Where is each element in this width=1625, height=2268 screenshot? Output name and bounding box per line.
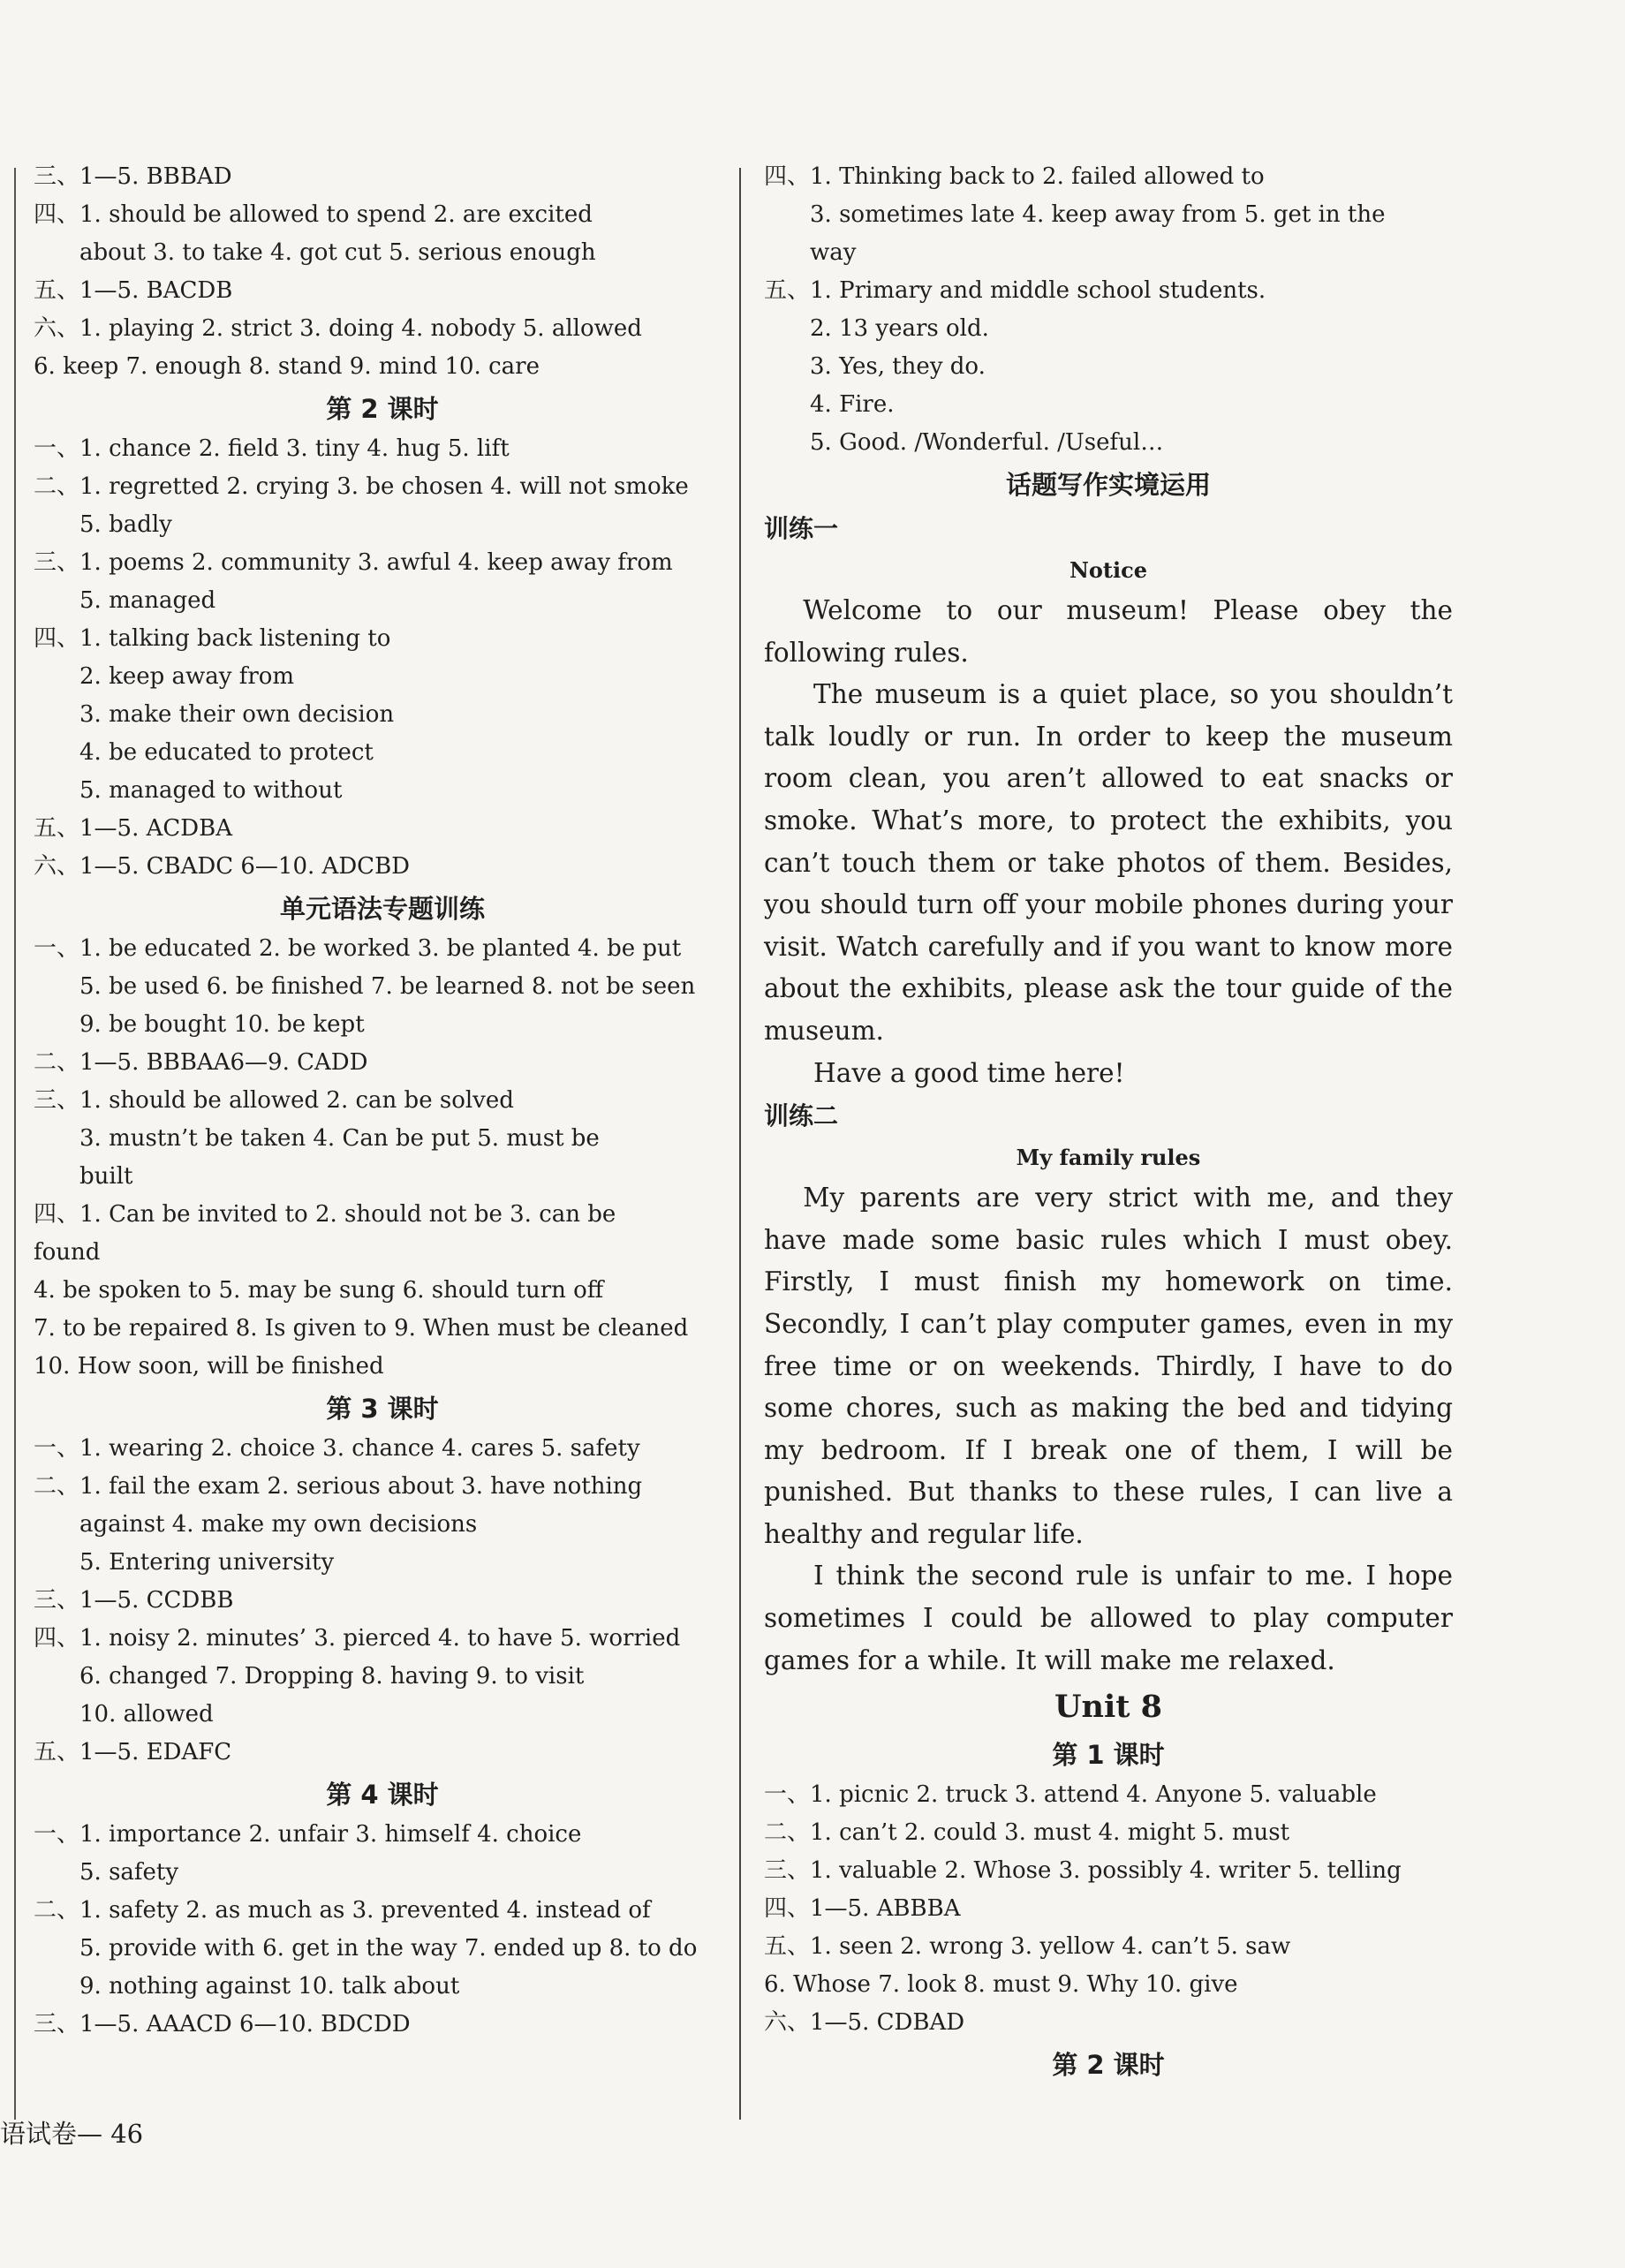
left-answer-line: 5. provide with 6. get in the way 7. ended up 8. to do [79, 1935, 698, 1962]
right-section-heading: 第 1 课时 [1052, 1740, 1165, 1771]
left-answer-line: built [79, 1163, 133, 1190]
left-answer-line: 四、1. noisy 2. minutes’ 3. pierced 4. to have 5. worried [34, 1625, 681, 1652]
left-answer-line: 6. keep 7. enough 8. stand 9. mind 10. care [34, 353, 540, 380]
left-answer-line: 四、1. talking back listening to [34, 625, 391, 652]
left-answer-line: 5. managed to without [79, 777, 343, 804]
left-section-heading: 第 3 课时 [326, 1394, 439, 1424]
right-answer-line: 五、1. Primary and middle school students. [764, 277, 1266, 304]
right-section-heading: Unit 8 [1054, 1689, 1162, 1726]
left-answer-line: found [34, 1239, 101, 1266]
left-margin-rule [14, 168, 16, 2120]
left-answer-line: 2. keep away from [79, 663, 295, 690]
left-answer-line: 六、1—5. CBADC 6—10. ADCBD [34, 853, 411, 880]
left-answer-line: 三、1. should be allowed 2. can be solved [34, 1087, 514, 1114]
left-answer-line: 4. be educated to protect [79, 739, 374, 766]
right-answer-line: 三、1. valuable 2. Whose 3. possibly 4. writer 5. telling [764, 1857, 1402, 1885]
right-essay-title: My family rules [1016, 1145, 1201, 1171]
left-answer-line: 四、1. should be allowed to spend 2. are excited [34, 201, 593, 228]
left-answer-line: 二、1. fail the exam 2. serious about 3. have nothing [34, 1473, 643, 1500]
right-section-heading: 训练二 [764, 1101, 839, 1131]
left-answer-line: 3. make their own decision [79, 701, 395, 728]
left-column [34, 159, 731, 2045]
right-answer-line: 五、1. seen 2. wrong 3. yellow 4. can’t 5. saw [764, 1933, 1291, 1961]
left-answer-line: 五、1—5. EDAFC [34, 1739, 232, 1765]
left-answer-line: 10. How soon, will be finished [34, 1353, 384, 1380]
left-answer-line: 三、1—5. BBBAD [34, 163, 232, 190]
right-answer-line: 5. Good. /Wonderful. /Useful… [810, 429, 1164, 456]
right-essay-paragraph: The museum is a quiet place, so you shouldn’t talk loudly or run. In order to keep the museum room clean, you aren’t allowed to eat snacks or smoke. What’s more, to protect the exhibits, you can’t touch them or take photos of them. Besides, you should turn off your mobile phones during your visit. Watch carefully and if you want to know more about the exhibits, please ask the tour guide of the museum. [764, 679, 1453, 1046]
left-answer-line: 五、1—5. ACDBA [34, 815, 233, 842]
right-answer-line: 4. Fire. [810, 391, 895, 418]
left-answer-line: 5. managed [79, 587, 216, 614]
left-answer-line: 三、1—5. CCDBB [34, 1587, 234, 1614]
left-answer-line: 5. be used 6. be finished 7. be learned 8. not be seen [79, 973, 696, 1000]
left-answer-line: 六、1. playing 2. strict 3. doing 4. nobody 5. allowed [34, 315, 642, 342]
left-answer-line: 5. Entering university [79, 1549, 335, 1576]
left-answer-line: 4. be spoken to 5. may be sung 6. should turn off [34, 1277, 604, 1304]
right-answer-line: way [810, 239, 857, 266]
left-answer-line: 5. safety [79, 1859, 179, 1886]
left-answer-line: 二、1—5. BBBAA6—9. CADD [34, 1049, 368, 1076]
left-answer-line: 二、1. safety 2. as much as 3. prevented 4. instead of [34, 1897, 651, 1924]
right-essay-paragraph: I think the second rule is unfair to me. I hope sometimes I could be allowed to play computer games for a while. It will make me relaxed. [764, 1561, 1453, 1675]
right-answer-line: 6. Whose 7. look 8. must 9. Why 10. give [764, 1971, 1238, 1999]
left-answer-line: 6. changed 7. Dropping 8. having 9. to visit [79, 1663, 585, 1690]
left-answer-line: against 4. make my own decisions [79, 1511, 478, 1538]
right-essay-paragraph: Welcome to our museum! Please obey the following rules. [764, 595, 1453, 668]
page-number: 语试卷— 46 [0, 2119, 144, 2149]
left-answer-line: 一、1. importance 2. unfair 3. himself 4. choice [34, 1821, 582, 1848]
left-answer-line: 二、1. regretted 2. crying 3. be chosen 4. will not smoke [34, 473, 689, 500]
column-divider [739, 168, 741, 2120]
right-essay-paragraph: Have a good time here! [813, 1057, 1125, 1088]
left-section-heading: 第 4 课时 [326, 1780, 439, 1810]
right-essay-title: Notice [1069, 557, 1148, 583]
right-section-heading: 训练一 [764, 514, 839, 543]
right-answer-line: 3. sometimes late 4. keep away from 5. get in the [810, 201, 1386, 228]
right-answer-line: 四、1. Thinking back to 2. failed allowed to [764, 163, 1265, 190]
right-answer-line: 一、1. picnic 2. truck 3. attend 4. Anyone 5. valuable [764, 1781, 1377, 1809]
left-answer-line: 三、1. poems 2. community 3. awful 4. keep away from [34, 549, 673, 576]
left-answer-line: 一、1. wearing 2. choice 3. chance 4. cares 5. safety [34, 1435, 640, 1462]
left-answer-line: 三、1—5. AAACD 6—10. BDCDD [34, 2011, 411, 2037]
left-answer-line: 9. be bought 10. be kept [79, 1011, 365, 1038]
left-section-heading: 单元语法专题训练 [279, 894, 485, 924]
left-answer-line: 五、1—5. BACDB [34, 277, 233, 304]
left-answer-line: 一、1. be educated 2. be worked 3. be planted 4. be put [34, 935, 682, 962]
left-answer-line: 5. badly [79, 511, 172, 538]
right-answer-line: 二、1. can’t 2. could 3. must 4. might 5. must [764, 1819, 1290, 1847]
left-answer-line: 一、1. chance 2. field 3. tiny 4. hug 5. lift [34, 435, 510, 462]
right-essay-paragraph: My parents are very strict with me, and they have made some basic rules which I must obey. Firstly, I must finish my homework on time. Secondly, I can’t play computer games, even in my free time or on weekends. Thirdly, I have to do some chores, such as making the bed and tidying my bedroom. If I break one of them, I will be punished. But thanks to these rules, I can live a healthy and regular life. [764, 1183, 1453, 1549]
right-answer-line: 四、1—5. ABBBA [764, 1895, 961, 1923]
left-section-heading: 第 2 课时 [326, 394, 439, 424]
left-answer-line: 四、1. Can be invited to 2. should not be 3. can be [34, 1201, 616, 1228]
right-answer-line: 六、1—5. CDBAD [764, 2009, 965, 2037]
right-section-heading: 第 2 课时 [1052, 2050, 1165, 2081]
left-answer-line: 9. nothing against 10. talk about [79, 1973, 460, 2000]
right-answer-line: 2. 13 years old. [810, 315, 989, 342]
right-section-heading: 话题写作实境运用 [1005, 470, 1211, 500]
right-answer-line: 3. Yes, they do. [810, 353, 986, 380]
left-answer-line: 3. mustn’t be taken 4. Can be put 5. must be [79, 1125, 600, 1152]
left-answer-line: 10. allowed [79, 1701, 214, 1727]
right-column [764, 159, 1453, 2087]
left-answer-line: about 3. to take 4. got cut 5. serious enough [79, 239, 596, 266]
left-answer-line: 7. to be repaired 8. Is given to 9. When must be cleaned [34, 1315, 689, 1342]
